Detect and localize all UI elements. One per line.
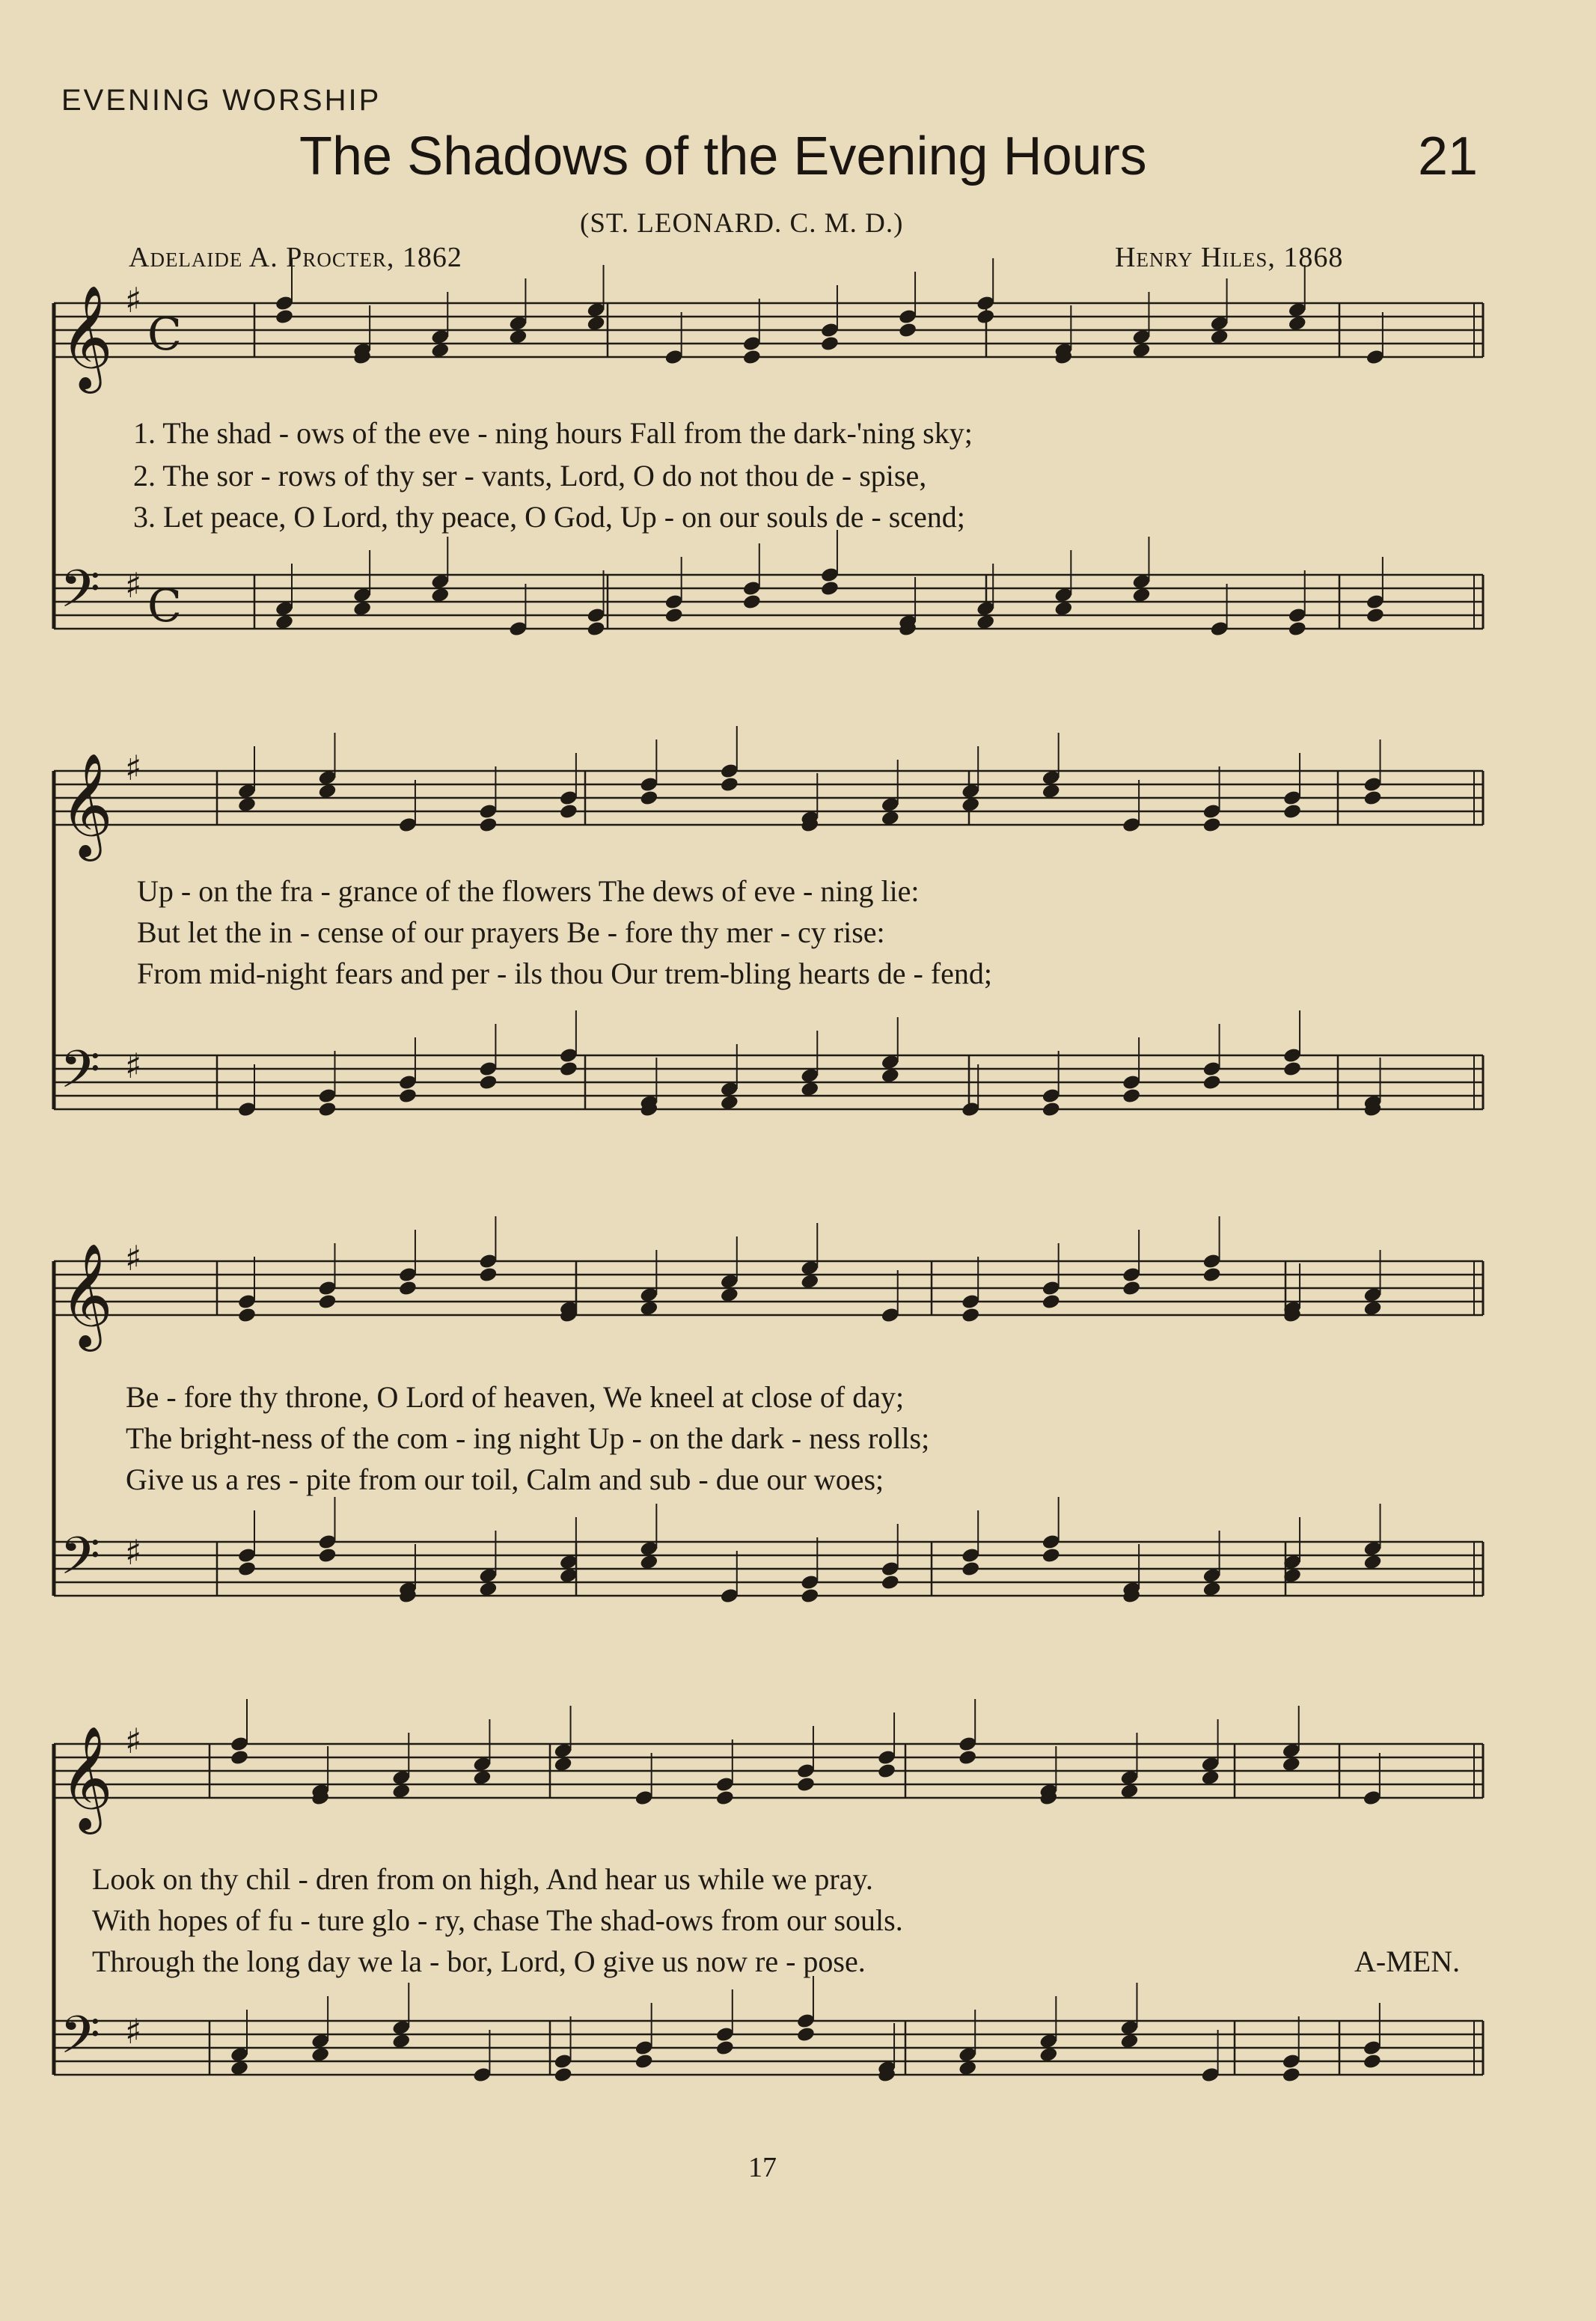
note-head: [478, 1074, 498, 1091]
note-head: [958, 1749, 977, 1766]
note-head: [1282, 803, 1302, 820]
note-head: [317, 1293, 337, 1311]
note-head: [559, 803, 578, 820]
note-head: [820, 335, 840, 353]
note-head: [1363, 790, 1382, 807]
page-number: 17: [748, 2152, 777, 2183]
note-head: [881, 1574, 900, 1591]
lyric-line: 2. The sor - rows of thy ser - vants, Lord, O do not thou de - spise,: [133, 459, 927, 492]
note-head: [796, 1776, 816, 1793]
note-head: [898, 322, 917, 339]
key-signature-sharp: ♯: [125, 748, 142, 788]
note-head: [1122, 1088, 1141, 1105]
note-head: [742, 349, 762, 366]
lyric-line: Look on thy chil - dren from on high, And hear us while we pray.: [92, 1862, 873, 1896]
lyric-line: With hopes of fu - ture glo - ry, chase The shad-ows from our souls.: [92, 1903, 903, 1937]
time-signature: C: [147, 308, 182, 361]
tune-name: (ST. LEONARD. C. M. D.): [580, 208, 904, 239]
note-head: [398, 1280, 418, 1297]
lyric-line: Up - on the fra - grance of the flowers The dews of eve - ning lie:: [137, 874, 920, 908]
note-head: [317, 1101, 337, 1118]
note-head: [1202, 1266, 1222, 1284]
note-head: [1042, 1547, 1061, 1564]
note-head: [237, 1561, 257, 1578]
key-signature-sharp: ♯: [125, 1721, 142, 1761]
note-head: [976, 308, 995, 326]
hymn-number: 21: [1418, 126, 1479, 186]
note-head: [1288, 620, 1307, 638]
note-head: [820, 580, 840, 597]
key-signature-sharp: ♯: [125, 280, 142, 320]
composer-credit: Henry Hiles, 1868: [1115, 242, 1344, 273]
treble-clef: 𝄞: [60, 1726, 113, 1830]
note-head: [796, 2026, 816, 2043]
note-head: [237, 1307, 257, 1324]
note-head: [478, 817, 498, 834]
note-head: [720, 776, 739, 793]
note-head: [586, 620, 605, 638]
note-head: [715, 2040, 735, 2057]
key-signature-sharp: ♯: [125, 1532, 142, 1573]
note-head: [1202, 817, 1222, 834]
treble-clef: 𝄞: [60, 753, 113, 857]
lyric-line: From mid-night fears and per - ils thou Our trem-bling hearts de - fend;: [137, 957, 993, 990]
lyric-line: Through the long day we la - bor, Lord, O give us now re - pose.: [92, 1945, 866, 1978]
lyric-line: Give us a res - pite from our toil, Calm and sub - due our woes;: [126, 1463, 884, 1496]
note-head: [1122, 1280, 1141, 1297]
note-head: [275, 308, 294, 326]
amen-text: A-MEN.: [1354, 1945, 1461, 1978]
note-head: [478, 1266, 498, 1284]
lyric-line: Be - fore thy throne, O Lord of heaven, We kneel at close of day;: [126, 1380, 905, 1414]
key-signature-sharp: ♯: [125, 1046, 142, 1086]
note-head: [398, 1088, 418, 1105]
note-head: [1282, 2067, 1301, 2084]
hymn-title: The Shadows of the Evening Hours: [299, 126, 1147, 186]
note-head: [961, 1561, 980, 1578]
key-signature-sharp: ♯: [125, 1238, 142, 1278]
bass-clef: 𝄢: [60, 1039, 101, 1112]
note-head: [1042, 1101, 1061, 1118]
lyric-line: The bright-ness of the com - ing night Up - on the dark - ness rolls;: [126, 1421, 930, 1455]
lyric-line: 3. Let peace, O Lord, thy peace, O God, Up - on our souls de - scend;: [133, 500, 965, 534]
note-head: [877, 1763, 896, 1780]
author-credit: Adelaide A. Procter, 1862: [129, 242, 462, 273]
key-signature-sharp: ♯: [125, 565, 142, 606]
note-head: [1366, 607, 1385, 624]
key-signature-sharp: ♯: [125, 2011, 142, 2052]
note-head: [317, 1547, 337, 1564]
note-head: [553, 2067, 572, 2084]
note-head: [635, 2053, 654, 2070]
bass-clef: 𝄢: [60, 1525, 101, 1599]
note-head: [1363, 2053, 1382, 2070]
note-head: [742, 594, 762, 611]
note-head: [800, 1588, 819, 1605]
section-label: EVENING WORSHIP: [61, 84, 382, 117]
bass-clef: 𝄢: [60, 558, 101, 632]
note-head: [961, 1307, 980, 1324]
note-head: [559, 1061, 578, 1078]
lyric-line: But let the in - cense of our prayers Be - fore thy mer - cy rise:: [137, 915, 885, 949]
time-signature: C: [147, 580, 182, 632]
note-head: [715, 1790, 735, 1807]
treble-clef: 𝄞: [60, 285, 113, 389]
note-head: [1282, 1061, 1302, 1078]
note-head: [1042, 1293, 1061, 1311]
note-head: [230, 1749, 249, 1766]
lyric-line: 1. The shad - ows of the eve - ning hours Fall from the dark-'ning sky;: [133, 416, 973, 450]
bass-clef: 𝄢: [60, 2004, 101, 2078]
treble-clef: 𝄞: [60, 1243, 113, 1347]
note-head: [664, 607, 684, 624]
note-head: [639, 790, 658, 807]
note-head: [1202, 1074, 1222, 1091]
